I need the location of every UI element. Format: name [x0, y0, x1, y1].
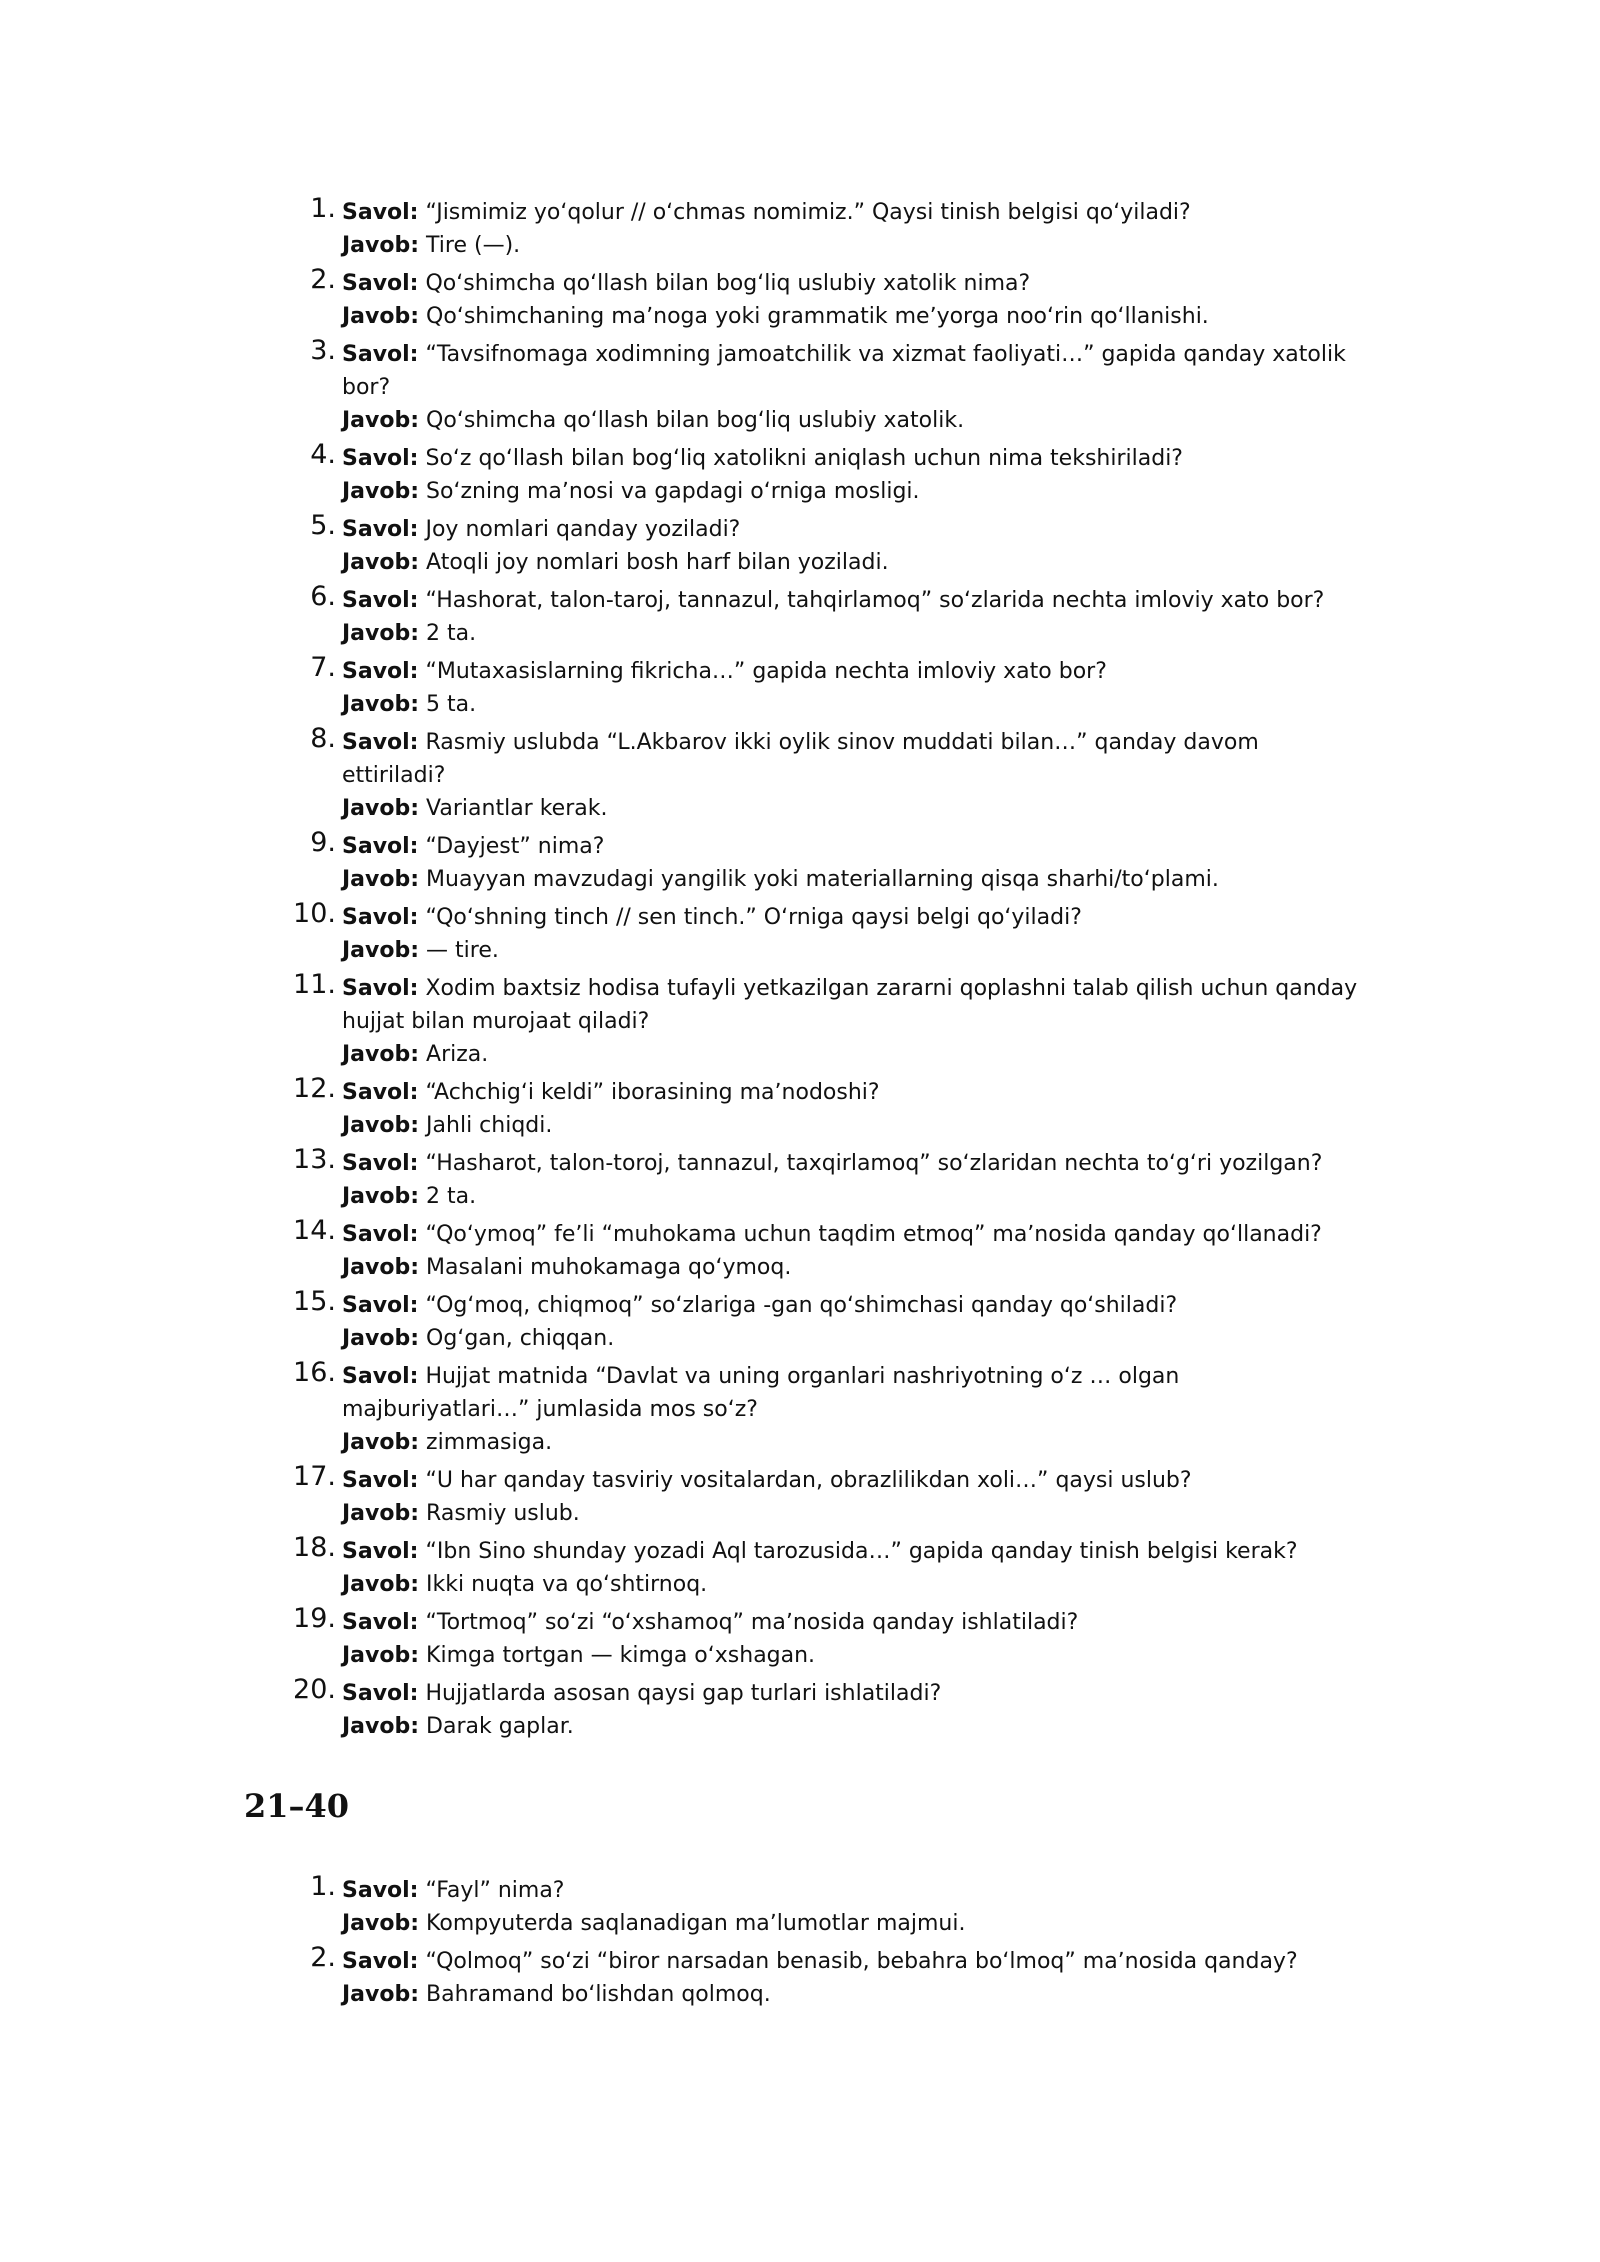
answer-line — [342, 617, 1364, 650]
question-label: Savol: — [342, 446, 419, 471]
item-number: 1. — [310, 1871, 336, 1902]
answer-line — [342, 934, 1364, 967]
answer-label: Javob: — [342, 621, 420, 646]
answer-line — [342, 1978, 1364, 2011]
question-label: Savol: — [342, 1949, 419, 1974]
question-text: “Mutaxasislarning fikricha…” gapida nechta imloviy xato bor? — [425, 659, 1107, 684]
answer-line — [342, 1180, 1364, 1213]
question-text: Xodim baxtsiz hodisa tufayli yetkazilgan zararni qoplashni talab qilish uchun qanday hujjat bilan murojaat qiladi? — [342, 976, 1358, 1034]
question-text: “Tortmoq” soʻzi “oʻxshamoq” maʼnosida qanday ishlatiladi? — [425, 1610, 1079, 1635]
question-label: Savol: — [342, 1151, 419, 1176]
question-label: Savol: — [342, 1080, 419, 1105]
answer-text: Variantlar kerak. — [426, 796, 608, 821]
answer-text: Kimga tortgan — kimga oʻxshagan. — [426, 1643, 816, 1668]
item-number: 5. — [310, 510, 336, 541]
answer-text: Tire (—). — [426, 233, 521, 258]
answer-text: Masalani muhokamaga qoʻymoq. — [426, 1255, 792, 1280]
item-number: 1. — [310, 193, 336, 224]
answer-text: Bahramand boʻlishdan qolmoq. — [426, 1982, 771, 2007]
answer-label: Javob: — [342, 408, 420, 433]
item-number: 2. — [310, 264, 336, 295]
item-number: 7. — [310, 652, 336, 683]
item-number: 3. — [310, 335, 336, 366]
qa-list-21-40 — [284, 1871, 1364, 2016]
answer-line — [342, 1907, 1364, 1940]
list-item — [284, 1073, 1364, 1142]
answer-label: Javob: — [342, 1326, 420, 1351]
question-line — [342, 1535, 1364, 1568]
answer-label: Javob: — [342, 1572, 420, 1597]
question-label: Savol: — [342, 1681, 419, 1706]
list-item — [284, 1215, 1364, 1284]
item-number: 12. — [293, 1073, 336, 1104]
answer-label: Javob: — [342, 1911, 420, 1936]
question-line — [342, 972, 1364, 1038]
question-text: Qoʻshimcha qoʻllash bilan bogʻliq uslubiy xatolik nima? — [425, 271, 1031, 296]
answer-text: zimmasiga. — [426, 1430, 553, 1455]
answer-text: Qoʻshimchaning maʼnoga yoki grammatik meʼyorga nooʻrin qoʻllanishi. — [426, 304, 1209, 329]
answer-text: Kompyuterda saqlanadigan maʼlumotlar majmui. — [426, 1911, 966, 1936]
answer-line — [342, 1426, 1364, 1459]
question-line — [342, 338, 1364, 404]
question-label: Savol: — [342, 834, 419, 859]
list-item — [284, 969, 1364, 1071]
answer-text: Ariza. — [426, 1042, 489, 1067]
answer-line — [342, 229, 1364, 262]
section-heading: 21–40 — [244, 1787, 350, 1825]
question-line — [342, 1945, 1364, 1978]
answer-text: Ikki nuqta va qoʻshtirnoq. — [426, 1572, 708, 1597]
question-text: “Ogʻmoq, chiqmoq” soʻzlariga -gan qoʻshimchasi qanday qoʻshiladi? — [425, 1293, 1178, 1318]
item-number: 19. — [293, 1603, 336, 1634]
answer-line — [342, 1639, 1364, 1672]
question-text: “Qoʻshning tinch // sen tinch.” Oʻrniga qaysi belgi qoʻyiladi? — [425, 905, 1082, 930]
answer-text: Soʻzning maʼnosi va gapdagi oʻrniga mosligi. — [426, 479, 920, 504]
question-line — [342, 1360, 1364, 1426]
question-line — [342, 726, 1364, 792]
question-text: Soʻz qoʻllash bilan bogʻliq xatolikni aniqlash uchun nima tekshiriladi? — [425, 446, 1183, 471]
answer-text: Qoʻshimcha qoʻllash bilan bogʻliq uslubiy xatolik. — [426, 408, 965, 433]
question-text: “Ibn Sino shunday yozadi Aql tarozusida…” gapida qanday tinish belgisi kerak? — [425, 1539, 1298, 1564]
answer-text: — tire. — [426, 938, 499, 963]
question-text: “Hashorat, talon-taroj, tannazul, tahqirlamoq” soʻzlarida nechta imloviy xato bor? — [425, 588, 1325, 613]
list-item — [284, 264, 1364, 333]
item-number: 16. — [293, 1357, 336, 1388]
answer-label: Javob: — [342, 1113, 420, 1138]
answer-line — [342, 863, 1364, 896]
question-line — [342, 1218, 1364, 1251]
item-number: 15. — [293, 1286, 336, 1317]
question-text: Joy nomlari qanday yoziladi? — [425, 517, 741, 542]
item-number: 20. — [293, 1674, 336, 1705]
list-item — [284, 510, 1364, 579]
question-label: Savol: — [342, 905, 419, 930]
question-text: “Tavsifnomaga xodimning jamoatchilik va xizmat faoliyati…” gapida qanday xatolik bor? — [342, 342, 1346, 400]
question-label: Savol: — [342, 517, 419, 542]
answer-label: Javob: — [342, 550, 420, 575]
list-item — [284, 827, 1364, 896]
answer-line — [342, 688, 1364, 721]
question-text: “Qoʻymoq” feʼli “muhokama uchun taqdim etmoq” maʼnosida qanday qoʻllanadi? — [425, 1222, 1322, 1247]
question-line — [342, 1076, 1364, 1109]
question-line — [342, 1874, 1364, 1907]
list-item — [284, 1603, 1364, 1672]
item-number: 10. — [293, 898, 336, 929]
question-label: Savol: — [342, 342, 419, 367]
question-text: “Dayjest” nima? — [425, 834, 605, 859]
question-line — [342, 1606, 1364, 1639]
question-label: Savol: — [342, 200, 419, 225]
answer-text: Darak gaplar. — [426, 1714, 574, 1739]
item-number: 18. — [293, 1532, 336, 1563]
question-line — [342, 1147, 1364, 1180]
answer-line — [342, 1568, 1364, 1601]
question-text: Hujjat matnida “Davlat va uning organlari nashriyotning oʻz … olgan majburiyatlari…” jumlasida mos soʻz? — [342, 1364, 1180, 1422]
question-line — [342, 196, 1364, 229]
answer-text: 5 ta. — [426, 692, 477, 717]
list-item — [284, 1144, 1364, 1213]
list-item — [284, 1532, 1364, 1601]
list-item — [284, 1286, 1364, 1355]
answer-text: 2 ta. — [426, 1184, 477, 1209]
question-label: Savol: — [342, 271, 419, 296]
question-text: “Fayl” nima? — [425, 1878, 565, 1903]
list-item — [284, 1461, 1364, 1530]
list-item — [284, 1871, 1364, 1940]
answer-label: Javob: — [342, 1501, 420, 1526]
answer-line — [342, 475, 1364, 508]
list-item — [284, 723, 1364, 825]
answer-line — [342, 1322, 1364, 1355]
item-number: 17. — [293, 1461, 336, 1492]
answer-line — [342, 300, 1364, 333]
answer-label: Javob: — [342, 938, 420, 963]
answer-label: Javob: — [342, 233, 420, 258]
list-item — [284, 581, 1364, 650]
question-label: Savol: — [342, 1468, 419, 1493]
question-line — [342, 584, 1364, 617]
answer-line — [342, 1109, 1364, 1142]
item-number: 6. — [310, 581, 336, 612]
question-label: Savol: — [342, 1364, 419, 1389]
list-item — [284, 1674, 1364, 1743]
question-line — [342, 513, 1364, 546]
answer-label: Javob: — [342, 1430, 420, 1455]
question-text: Rasmiy uslubda “L.Akbarov ikki oylik sinov muddati bilan…” qanday davom ettiriladi? — [342, 730, 1259, 788]
answer-text: Jahli chiqdi. — [426, 1113, 553, 1138]
answer-text: Atoqli joy nomlari bosh harf bilan yoziladi. — [426, 550, 889, 575]
answer-line — [342, 404, 1364, 437]
answer-label: Javob: — [342, 692, 420, 717]
answer-text: Rasmiy uslub. — [426, 1501, 580, 1526]
answer-text: 2 ta. — [426, 621, 477, 646]
list-item — [284, 1942, 1364, 2011]
item-number: 8. — [310, 723, 336, 754]
question-text: “Achchigʻi keldi” iborasining maʼnodoshi? — [425, 1080, 880, 1105]
question-text: “U har qanday tasviriy vositalardan, obrazlilikdan xoli…” qaysi uslub? — [425, 1468, 1192, 1493]
question-label: Savol: — [342, 659, 419, 684]
question-line — [342, 1289, 1364, 1322]
list-item — [284, 193, 1364, 262]
list-item — [284, 898, 1364, 967]
answer-label: Javob: — [342, 1255, 420, 1280]
question-line — [342, 655, 1364, 688]
question-label: Savol: — [342, 1539, 419, 1564]
question-line — [342, 1677, 1364, 1710]
list-item — [284, 652, 1364, 721]
list-item — [284, 439, 1364, 508]
question-label: Savol: — [342, 976, 419, 1001]
question-label: Savol: — [342, 730, 419, 755]
answer-label: Javob: — [342, 1042, 420, 1067]
answer-line — [342, 1710, 1364, 1743]
answer-label: Javob: — [342, 304, 420, 329]
answer-line — [342, 1038, 1364, 1071]
question-line — [342, 267, 1364, 300]
item-number: 13. — [293, 1144, 336, 1175]
item-number: 14. — [293, 1215, 336, 1246]
answer-label: Javob: — [342, 867, 420, 892]
question-text: “Qolmoq” soʻzi “biror narsadan benasib, bebahra boʻlmoq” maʼnosida qanday? — [425, 1949, 1298, 1974]
question-label: Savol: — [342, 588, 419, 613]
question-line — [342, 1464, 1364, 1497]
answer-label: Javob: — [342, 1184, 420, 1209]
list-item — [284, 335, 1364, 437]
question-label: Savol: — [342, 1878, 419, 1903]
answer-label: Javob: — [342, 479, 420, 504]
answer-line — [342, 546, 1364, 579]
question-label: Savol: — [342, 1222, 419, 1247]
answer-text: Ogʻgan, chiqqan. — [426, 1326, 615, 1351]
answer-label: Javob: — [342, 1714, 420, 1739]
qa-list-1-20 — [284, 193, 1364, 1748]
item-number: 9. — [310, 827, 336, 858]
question-text: “Jismimiz yoʻqolur // oʻchmas nomimiz.” Qaysi tinish belgisi qoʻyiladi? — [425, 200, 1191, 225]
question-line — [342, 442, 1364, 475]
answer-label: Javob: — [342, 1982, 420, 2007]
question-label: Savol: — [342, 1293, 419, 1318]
question-line — [342, 830, 1364, 863]
answer-text: Muayyan mavzudagi yangilik yoki materiallarning qisqa sharhi/toʻplami. — [426, 867, 1219, 892]
answer-line — [342, 792, 1364, 825]
list-item — [284, 1357, 1364, 1459]
question-text: “Hasharot, talon-toroj, tannazul, taxqirlamoq” soʻzlaridan nechta toʻgʻri yozilgan? — [425, 1151, 1323, 1176]
answer-line — [342, 1251, 1364, 1284]
answer-label: Javob: — [342, 1643, 420, 1668]
question-line — [342, 901, 1364, 934]
item-number: 11. — [293, 969, 336, 1000]
question-text: Hujjatlarda asosan qaysi gap turlari ishlatiladi? — [425, 1681, 942, 1706]
item-number: 4. — [310, 439, 336, 470]
answer-line — [342, 1497, 1364, 1530]
question-label: Savol: — [342, 1610, 419, 1635]
item-number: 2. — [310, 1942, 336, 1973]
answer-label: Javob: — [342, 796, 420, 821]
